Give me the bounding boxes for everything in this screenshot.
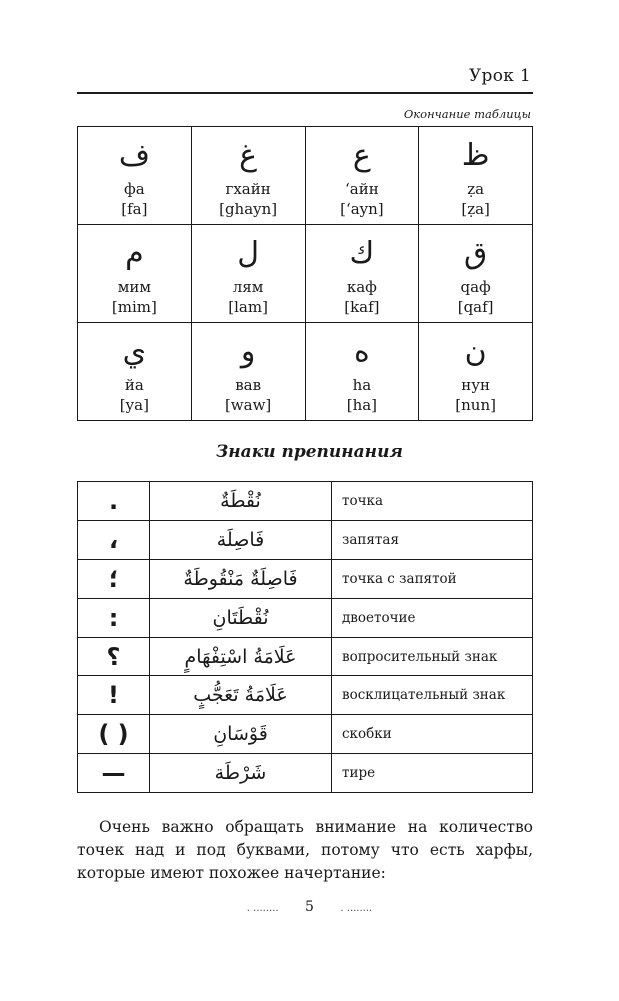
letter-cell [78, 323, 192, 421]
header-rule [77, 92, 533, 94]
arabic-letter: ظ [461, 138, 490, 173]
punctuation-mark: ( ) [78, 715, 150, 754]
arabic-letter: م [125, 236, 144, 271]
letter-translit: [lam] [228, 298, 268, 316]
alphabet-row [78, 323, 533, 421]
letter-translit: [ghayn] [219, 200, 278, 218]
alphabet-row [78, 225, 533, 323]
arabic-letter: ن [464, 334, 487, 369]
table-row [78, 676, 533, 715]
russian-name: восклицательный знак [332, 676, 533, 715]
arabic-term: نُقْطَتَانِ [150, 598, 332, 637]
russian-name: точка с запятой [332, 559, 533, 598]
letter-name: вав [235, 376, 262, 394]
section-title: Знаки препинания [216, 442, 403, 462]
russian-name: скобки [332, 715, 533, 754]
arabic-term: فَاصِلَة [150, 520, 332, 559]
arabic-letter: ه [354, 334, 370, 369]
letter-cell [305, 127, 419, 225]
table-row [78, 482, 533, 521]
table-row [78, 520, 533, 559]
letter-cell [419, 225, 533, 323]
arabic-letter: و [240, 334, 256, 369]
punctuation-mark: — [78, 754, 150, 793]
punctuation-mark: . [78, 482, 150, 521]
russian-name: точка [332, 482, 533, 521]
table-row [78, 754, 533, 793]
arabic-term: نُقْطَةٌ [150, 482, 332, 521]
letter-cell [305, 225, 419, 323]
page-number: 5 [305, 899, 314, 915]
body-paragraph: Очень важно обращать внимание на количество точек над и под буквами, потому что есть харфы, которые имеют похожее начертание: [77, 818, 533, 882]
footer-dots-right: . ........ [340, 903, 373, 914]
footer-dots-left: . ........ [246, 903, 279, 914]
letter-translit: [ha] [346, 396, 378, 414]
letter-translit: [mim] [111, 298, 157, 316]
letter-name: йа [124, 376, 144, 394]
arabic-term: قَوْسَانِ [150, 715, 332, 754]
letter-cell [305, 323, 419, 421]
arabic-term: عَلَامَةُ اسْتِفْهَامٍ [150, 637, 332, 676]
letter-name: ẓa [467, 180, 485, 198]
table-row [78, 559, 533, 598]
letter-cell [191, 127, 305, 225]
arabic-term: عَلَامَةُ تَعَجُّبٍ [150, 676, 332, 715]
table-row [78, 598, 533, 637]
arabic-letter: ي [122, 334, 147, 369]
letter-translit: [qaf] [457, 298, 494, 316]
letter-name: нун [461, 376, 491, 394]
russian-name: вопросительный знак [332, 637, 533, 676]
letter-name: гхайн [225, 180, 271, 198]
alphabet-row [78, 127, 533, 225]
arabic-letter: ل [237, 236, 260, 271]
arabic-letter: غ [239, 138, 258, 173]
letter-cell [419, 127, 533, 225]
arabic-letter: ك [349, 236, 375, 271]
letter-name: ‘айн [345, 180, 379, 198]
letter-cell [191, 225, 305, 323]
table-continuation-note: Окончание таблицы [403, 107, 531, 121]
punctuation-mark: ، [78, 520, 150, 559]
letter-name: лям [232, 278, 264, 296]
letter-cell [78, 127, 192, 225]
letter-translit: [ya] [119, 396, 149, 414]
punctuation-mark: ؟ [78, 637, 150, 676]
letter-cell [78, 225, 192, 323]
table-row [78, 637, 533, 676]
letter-name: фа [124, 180, 145, 198]
letter-cell [419, 323, 533, 421]
arabic-term: شَرْطَة [150, 754, 332, 793]
letter-name: ha [352, 376, 372, 394]
russian-name: тире [332, 754, 533, 793]
letter-translit: [‘ayn] [340, 200, 384, 218]
table-row [78, 715, 533, 754]
arabic-letter: ع [352, 138, 371, 173]
alphabet-table [77, 126, 533, 421]
punctuation-mark: : [78, 598, 150, 637]
letter-translit: [nun] [455, 396, 496, 414]
punctuation-mark: ! [78, 676, 150, 715]
russian-name: двоеточие [332, 598, 533, 637]
punctuation-mark: ؛ [78, 559, 150, 598]
letter-name: каф [346, 278, 377, 296]
arabic-letter: ف [118, 138, 150, 173]
letter-name: мим [117, 278, 152, 296]
letter-translit: [fa] [121, 200, 148, 218]
arabic-letter: ق [463, 236, 488, 271]
letter-cell [191, 323, 305, 421]
letter-name: qaф [460, 278, 491, 296]
page-footer [0, 899, 619, 915]
letter-translit: [ẓa] [461, 200, 490, 218]
punctuation-table [77, 481, 533, 793]
letter-translit: [waw] [224, 396, 272, 414]
arabic-term: فَاصِلَةٌ مَنْقُوطَةٌ [150, 559, 332, 598]
letter-translit: [kaf] [344, 298, 380, 316]
lesson-header-title: Урок 1 [468, 66, 531, 86]
russian-name: запятая [332, 520, 533, 559]
